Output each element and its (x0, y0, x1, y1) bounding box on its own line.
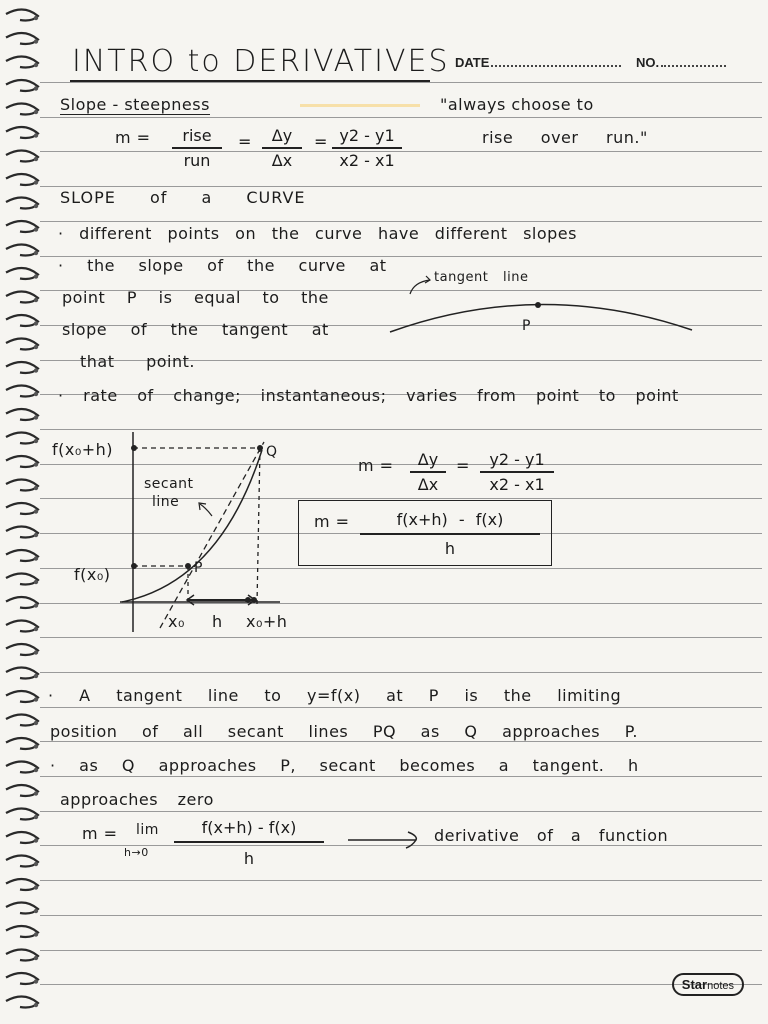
bullet-slope-at-line1: · the slope of the curve at (58, 256, 387, 275)
bullet-rate-of-change: · rate of change; instantaneous; varies from point to point (58, 386, 679, 405)
spiral-binding (2, 0, 46, 1024)
secant-label-2: line (152, 494, 180, 510)
logo-bold: Star (681, 977, 708, 992)
dy2-text: Δy (417, 450, 439, 469)
diff-quotient-numerator: f(x+h) - f(x) (396, 510, 504, 529)
dx2-text: Δx (417, 474, 439, 494)
section-heading-slope-curve: SLOPE of a CURVE (60, 188, 306, 207)
y2y1b-text: y2 - y1 (489, 450, 545, 469)
ruled-line (40, 637, 762, 638)
m-lim-equals: m = (82, 824, 118, 843)
page-title: INTRO to DERIVATIVES (72, 44, 450, 79)
ruled-line (40, 429, 762, 430)
ruled-line (40, 984, 762, 985)
ruled-line (40, 221, 762, 222)
bullet-slope-at-line4: that point. (80, 352, 195, 371)
limit-fraction (174, 818, 324, 868)
diff-quotient-denominator: h (444, 538, 456, 558)
date-field[interactable] (455, 55, 621, 70)
ruled-line (40, 950, 762, 951)
limit-line-3: · as Q approaches P, secant becomes a tangent. h (50, 756, 639, 775)
dy-over-dx-2 (410, 450, 446, 494)
ruled-line (40, 186, 762, 187)
difference-quotient (360, 510, 540, 558)
point-slope-fraction (332, 126, 402, 170)
x2x1-text: x2 - x1 (339, 150, 395, 170)
derivative-note: derivative of a function (434, 826, 669, 845)
point-p-label: P (522, 318, 531, 334)
ruled-line (40, 776, 762, 777)
rise-over-run (172, 126, 222, 170)
limit-denominator: h (243, 848, 255, 868)
ruled-line (40, 672, 762, 673)
equals-1: = (238, 132, 252, 151)
equals-3: = (456, 456, 470, 475)
q-label: Q (266, 444, 278, 460)
boxed-m-equals: m = (314, 512, 350, 531)
slope-definition: Slope - steepness (60, 95, 210, 114)
limit-line-1: · A tangent line to y=f(x) at P is the limiting (48, 686, 622, 705)
x2x1b-text: x2 - x1 (489, 474, 545, 494)
logo-light: notes (707, 980, 734, 992)
dx-text: Δx (271, 150, 293, 170)
y2y1-text: y2 - y1 (339, 126, 395, 145)
lim-text: lim (136, 822, 159, 838)
ruled-line (40, 811, 762, 812)
tangent-sketch (380, 270, 710, 340)
dy-over-dx (262, 126, 302, 170)
x0-tick-label: x₀ (168, 612, 185, 631)
bullet-slope-at-line2: point P is equal to the (62, 288, 329, 307)
fx0-label: f(x₀) (74, 565, 111, 584)
dy-text: Δy (271, 126, 293, 145)
secant-label-1: secant (144, 476, 194, 492)
fx0h-label: f(x₀+h) (52, 440, 114, 459)
equals-2: = (314, 132, 328, 151)
h-tick-label: h (212, 612, 223, 631)
starnotes-logo (672, 973, 744, 996)
point-slope-fraction-2 (480, 450, 554, 494)
bullet-different-points: · different points on the curve have different slopes (58, 224, 577, 243)
m-equals: m = (115, 128, 151, 147)
ruled-line (40, 82, 762, 83)
x0h-tick-label: x₀+h (246, 612, 288, 631)
ruled-line (40, 915, 762, 916)
lim-subscript: h→0 (124, 846, 149, 859)
number-field[interactable] (636, 55, 726, 70)
limit-numerator: f(x+h) - f(x) (201, 818, 297, 837)
always-quote-line2: rise over run." (482, 128, 648, 147)
run-text: run (183, 150, 211, 170)
secant-graph (120, 432, 300, 637)
ruled-line (40, 880, 762, 881)
rise-text: rise (182, 126, 212, 145)
limit-line-2: position of all secant lines PQ as Q approaches P. (50, 722, 638, 741)
tangent-line-label: tangent line (434, 270, 529, 285)
ruled-line (40, 117, 762, 118)
number-label: NO. (636, 55, 660, 70)
ruled-line (40, 707, 762, 708)
bullet-slope-at-line3: slope of the tangent at (62, 320, 329, 339)
date-label: DATE (455, 55, 490, 70)
always-quote-line1: "always choose to (440, 95, 594, 114)
arrow-to-derivative (346, 826, 426, 850)
ruled-line (40, 741, 762, 742)
p-label-graph: P (194, 560, 203, 576)
m-equals-2: m = (358, 456, 394, 475)
limit-line-4: approaches zero (60, 790, 214, 809)
